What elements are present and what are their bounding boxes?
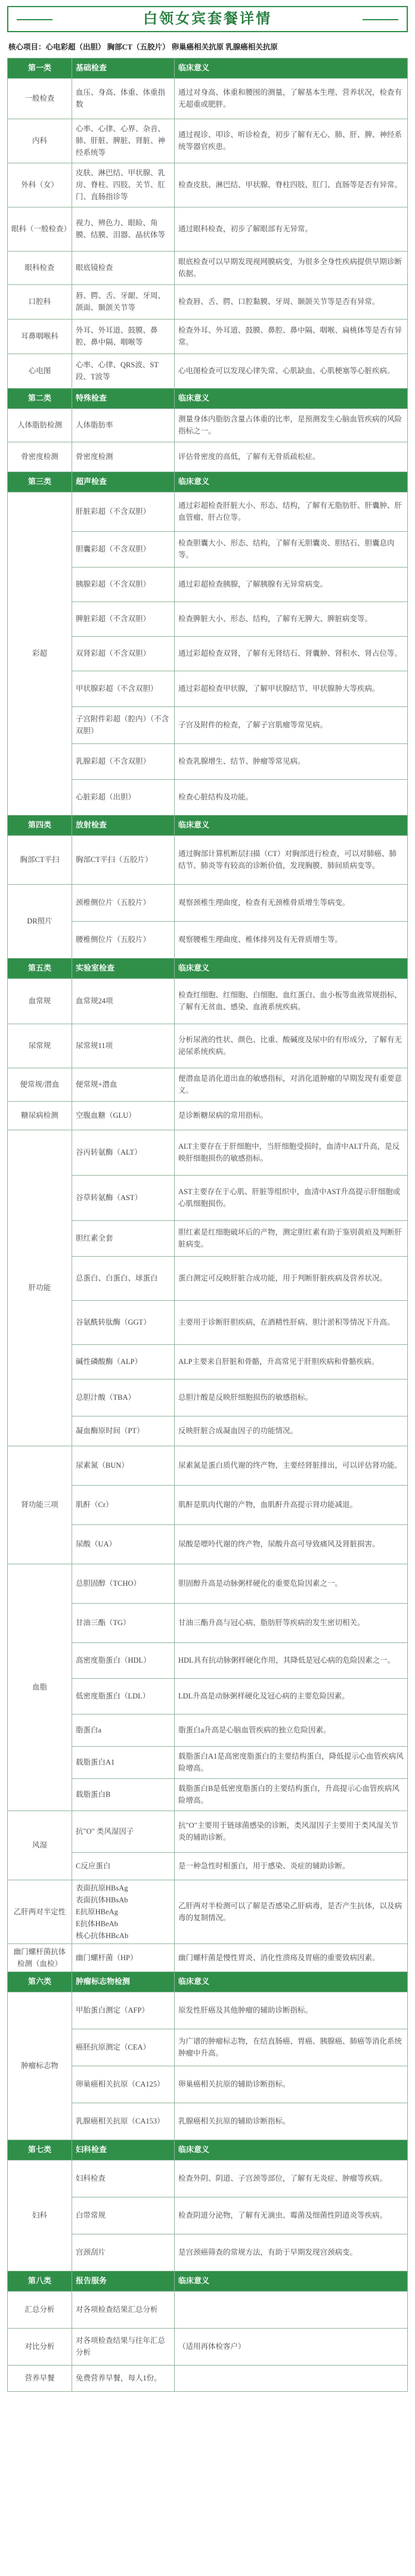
item-name: 总蛋白、白蛋白、球蛋白: [72, 1256, 175, 1300]
item-meaning: 测量身体内脂肪含量占体重的比率，是预测发生心脑血管疾病的风险指标之一。: [175, 408, 408, 442]
item-meaning: 检查胆囊大小、形态、结构，了解有无胆囊炎、胆结石、胆囊息肉等。: [175, 531, 408, 567]
item-name: 脂蛋白a: [72, 1714, 175, 1746]
item-category: 汇总分析: [8, 2291, 72, 2328]
item-meaning: 评估骨密度的高低，了解有无骨质疏松症。: [175, 442, 408, 472]
item-name: 谷丙转氨酶（ALT）: [72, 1130, 175, 1175]
item-category: 内科: [8, 119, 72, 163]
table-row: [8, 442, 408, 472]
item-meaning: 是宫颈癌筛查的常规方法，有助于早期发现宫颈病变。: [175, 2234, 408, 2271]
item-name: 高密度脂蛋白（HDL）: [72, 1642, 175, 1678]
item-meaning: 抗"O"主要用于链球菌感染的诊断，类风湿因子主要用于类风湿关节炎的辅助诊断。: [175, 1811, 408, 1852]
table-row: [8, 2160, 408, 2197]
section-category: 第二类: [8, 388, 72, 408]
section-category: 第五类: [8, 958, 72, 978]
table-row: [8, 1564, 408, 1603]
item-name: 骨密度检测: [72, 442, 175, 472]
item-meaning: 脂蛋白a升高是心脑血管疾病的独立危险因素。: [175, 1714, 408, 1746]
item-name: 皮肤、淋巴结、甲状腺、乳房、脊柱、四肢、关节、肛门、直肠指诊等: [72, 163, 175, 207]
item-name: 载脂蛋白B: [72, 1778, 175, 1811]
item-name: 胰腺彩超（不含双胆）: [72, 567, 175, 602]
item-name: 甲状腺彩超（不含双胆）: [72, 671, 175, 706]
item-meaning: AST主要存在于心肌、肝脏等组织中，血清中AST升高提示肝细胞或心肌细胞损伤。: [175, 1175, 408, 1220]
item-meaning: 是诊断糖尿病的常用指标。: [175, 1101, 408, 1130]
item-meaning: 是一种急性时相蛋白，用于感染、炎症的辅助诊断。: [175, 1852, 408, 1880]
item-category: 眼科检查: [8, 251, 72, 284]
item-category: 风湿: [8, 1811, 72, 1880]
core-items-text: 核心项目：心电彩超（出胆） 胸部CT（五胶片） 卵巢癌相关抗原 乳腺癌相关抗原: [8, 43, 278, 51]
item-meaning: 通过彩超检查肝脏大小、形态、结构，了解有无脂肪肝、肝囊肿、肝血管瘤、肝占位等。: [175, 492, 408, 531]
item-meaning: 卵巢癌相关抗原的辅助诊断指标。: [175, 2066, 408, 2103]
item-meaning: ALT主要存在于肝细胞中，当肝细胞受损时，血清中ALT升高，是反映肝细胞损伤的敏感指标。: [175, 1130, 408, 1175]
item-name: 表面抗原HBsAg 表面抗体HBsAb E抗原HBeAg E抗体HBeAb 核心抗体HBcAb: [72, 1880, 175, 1943]
item-name: 肌酐（Cr）: [72, 1485, 175, 1524]
item-meaning: 检查阴道分泌物，了解有无滴虫、霉菌及细菌性阴道炎等疾病。: [175, 2197, 408, 2234]
item-category: 外科（女）: [8, 163, 72, 207]
item-name: 谷氨酰转肽酶（GGT）: [72, 1300, 175, 1344]
item-meaning: 为广谱的肿瘤标志物，在结直肠癌、胃癌、胰腺癌、肺癌等消化系统肿瘤中升高。: [175, 2029, 408, 2066]
item-meaning: 反映肝脏合成凝血因子的功能情况。: [175, 1416, 408, 1446]
item-meaning: 子宫及附件的检查，了解子宫肌瘤等常见病。: [175, 706, 408, 743]
item-name: 甲胎蛋白测定（AFP）: [72, 1992, 175, 2029]
item-category: 肾功能三项: [8, 1446, 72, 1564]
section-meaning-header: 临床意义: [175, 388, 408, 408]
table-row: [8, 119, 408, 163]
package-table: [7, 58, 408, 2392]
table-row: [8, 163, 408, 207]
table-row: [8, 284, 408, 319]
item-name: 眼底镜检查: [72, 251, 175, 284]
section-header: [8, 472, 408, 492]
table-row: [8, 1880, 408, 1943]
table-row: [8, 1068, 408, 1101]
item-name: 视力、辨色力、眼睑、角膜、结膜、泪器、晶状体等: [72, 207, 175, 251]
section-name: 基础检查: [72, 58, 175, 78]
item-name: 低密度脂蛋白（LDL）: [72, 1678, 175, 1714]
item-category: 肿瘤标志物: [8, 1992, 72, 2140]
item-name: 妇科检查: [72, 2160, 175, 2197]
item-name: 幽门螺杆菌（HP）: [72, 1943, 175, 1971]
item-meaning: 检查乳腺增生、结节、肿瘤等常见病。: [175, 743, 408, 779]
item-meaning: （适用再体检客户）: [175, 2328, 408, 2365]
item-name: 抗"O" 类风湿因子: [72, 1811, 175, 1852]
item-meaning: HDL具有抗动脉粥样硬化作用，其降低是冠心病的危险因素之一。: [175, 1642, 408, 1678]
item-meaning: 尿素氮是蛋白质代谢的终产物，主要经肾脏排出，可以评估肾功能。: [175, 1446, 408, 1485]
item-category: 彩超: [8, 492, 72, 815]
item-meaning: 肌酐是肌肉代谢的产物，血肌酐升高提示肾功能减退。: [175, 1485, 408, 1524]
section-meaning-header: 临床意义: [175, 2140, 408, 2160]
table-row: [8, 354, 408, 388]
item-name: 胆囊彩超（不含双胆）: [72, 531, 175, 567]
item-name: 癌胚抗原测定（CEA）: [72, 2029, 175, 2066]
item-name: 总胆固醇（TCHO）: [72, 1564, 175, 1603]
table-row: [8, 2328, 408, 2365]
table-row: [8, 78, 408, 119]
item-meaning: 通过彩超检查胰腺，了解胰腺有无异常病变。: [175, 567, 408, 602]
item-meaning: 通过彩超检查双肾，了解有无肾结石、肾囊肿、肾积水、肾占位等。: [175, 636, 408, 671]
item-meaning: [175, 2365, 408, 2391]
table-row: [8, 1943, 408, 1971]
item-meaning: 检查心脏结构及功能。: [175, 779, 408, 815]
item-name: 颈椎侧位片（五胶片）: [72, 884, 175, 921]
item-meaning: 观察腰椎生理曲度、椎体排列及有无骨质增生等。: [175, 921, 408, 958]
section-meaning-header: 临床意义: [175, 1971, 408, 1992]
item-name: 便常规+潜血: [72, 1068, 175, 1101]
item-meaning: 观察颈椎生理曲度，检查有无颈椎骨质增生等病变。: [175, 884, 408, 921]
table-row: [8, 1811, 408, 1852]
table-row: [8, 1992, 408, 2029]
item-name: 尿酸（UA）: [72, 1524, 175, 1564]
section-header: [8, 815, 408, 835]
section-meaning-header: 临床意义: [175, 58, 408, 78]
item-meaning: 便潜血是消化道出血的敏感指标，对消化道肿瘤的早期发现有重要意义。: [175, 1068, 408, 1101]
section-header: [8, 388, 408, 408]
section-meaning-header: 临床意义: [175, 472, 408, 492]
section-name: 放射检查: [72, 815, 175, 835]
item-name: 心率、心律、心界、杂音、肺、肝脏、脾脏、肾脏、神经系统等: [72, 119, 175, 163]
item-name: 唇、腭、舌、牙龈、牙周、颌面、颞颌关节等: [72, 284, 175, 319]
item-category: 心电图: [8, 354, 72, 388]
item-category: 幽门螺杆菌抗体检测（血检）: [8, 1943, 72, 1971]
item-category: 骨密度检测: [8, 442, 72, 472]
section-meaning-header: 临床意义: [175, 815, 408, 835]
item-meaning: 通过对身高、体重和腰围的测量，了解基本生理、营养状况，检查有无超重或肥胖。: [175, 78, 408, 119]
item-meaning: [175, 2291, 408, 2328]
item-meaning: 载脂蛋白B是低密度脂蛋白的主要结构蛋白，升高提示心血管疾病风险增高。: [175, 1778, 408, 1811]
item-category: 对比分析: [8, 2328, 72, 2365]
table-row: [8, 408, 408, 442]
item-meaning: 主要用于诊断肝胆疾病，在酒精性肝病、胆汁淤积等情况下升高。: [175, 1300, 408, 1344]
item-name: 对各项检查结果汇总分析: [72, 2291, 175, 2328]
section-category: 第八类: [8, 2271, 72, 2291]
section-name: 超声检查: [72, 472, 175, 492]
item-name: 卵巢癌相关抗原（CA125）: [72, 2066, 175, 2103]
section-meaning-header: 临床意义: [175, 2271, 408, 2291]
item-name: 胸部CT平扫（五胶片）: [72, 835, 175, 884]
table-row: [8, 251, 408, 284]
item-meaning: 检查外耳、外耳道、鼓膜、鼻腔、鼻中隔、咽喉、扁桃体等是否有异常。: [175, 319, 408, 354]
item-name: 脾脏彩超（不含双胆）: [72, 602, 175, 636]
item-name: 心率、心律、QRS波、ST段、T波等: [72, 354, 175, 388]
item-meaning: 载脂蛋白A1是高密度脂蛋白的主要结构蛋白，降低提示心血管疾病风险增高。: [175, 1746, 408, 1778]
item-name: 胆红素全套: [72, 1220, 175, 1256]
table-row: [8, 1024, 408, 1068]
table-row: [8, 884, 408, 921]
item-meaning: 检查红细胞、红细胞、白细胞、血红蛋白、血小板等血液常规指标，了解有无贫血、感染、血液系统疾病。: [175, 978, 408, 1024]
item-category: 眼科（一般检查）: [8, 207, 72, 251]
item-name: 心脏彩超（出胆）: [72, 779, 175, 815]
section-category: 第一类: [8, 58, 72, 78]
item-name: C反应蛋白: [72, 1852, 175, 1880]
item-name: 血压、身高、体重、体重指数: [72, 78, 175, 119]
item-meaning: 检查外阴、阴道、子宫颈等部位，了解有无炎症、肿瘤等疾病。: [175, 2160, 408, 2197]
section-category: 第四类: [8, 815, 72, 835]
section-category: 第七类: [8, 2140, 72, 2160]
item-name: 外耳、外耳道、鼓膜、鼻腔、鼻中隔、咽喉等: [72, 319, 175, 354]
table-row: [8, 207, 408, 251]
item-meaning: 眼底检查可以早期发现视网膜病变，为很多全身性疾病提供早期诊断依据。: [175, 251, 408, 284]
table-row: [8, 2365, 408, 2391]
item-meaning: 胆固醇升高是动脉粥样硬化的重要危险因素之一。: [175, 1564, 408, 1603]
table-row: [8, 319, 408, 354]
item-meaning: 原发性肝癌及其他肿瘤的辅助诊断指标。: [175, 1992, 408, 2029]
item-name: 人体脂肪率: [72, 408, 175, 442]
item-meaning: 尿酸是嘌呤代谢的终产物，尿酸升高可导致痛风及肾脏损害。: [175, 1524, 408, 1564]
item-category: 乙肝两对半定性: [8, 1880, 72, 1943]
section-header: [8, 58, 408, 78]
section-meaning-header: 临床意义: [175, 958, 408, 978]
item-category: 人体脂肪检测: [8, 408, 72, 442]
item-name: 白带常规: [72, 2197, 175, 2234]
section-header: [8, 958, 408, 978]
section-name: 妇科检查: [72, 2140, 175, 2160]
title-banner: [7, 6, 408, 32]
item-category: DR照片: [8, 884, 72, 958]
table-row: [8, 2291, 408, 2328]
section-header: [8, 1971, 408, 1992]
item-category: 口腔科: [8, 284, 72, 319]
item-name: 总胆汁酸（TBA）: [72, 1379, 175, 1416]
item-name: 肝脏彩超（不含双胆）: [72, 492, 175, 531]
item-category: 血脂: [8, 1564, 72, 1811]
section-header: [8, 2271, 408, 2291]
item-name: 乳腺癌相关抗原（CA153）: [72, 2103, 175, 2140]
item-meaning: 乙肝两对半检测可以了解是否感染乙肝病毒，是否产生抗体，以及病毒的复制情况。: [175, 1880, 408, 1943]
item-meaning: 通过胸部计算机断层扫描（CT）对胸部进行检查，可以对肺癌、肺结节、肺炎等有较高的诊断价值，发现胸膜、肺间质病变等。: [175, 835, 408, 884]
item-category: 耳鼻咽喉科: [8, 319, 72, 354]
item-meaning: 甘油三酯升高与冠心病、脂肪肝等疾病的发生密切相关。: [175, 1603, 408, 1642]
item-name: 载脂蛋白A1: [72, 1746, 175, 1778]
item-category: 便常规/潜血: [8, 1068, 72, 1101]
item-category: 胸部CT平扫: [8, 835, 72, 884]
item-meaning: 通过眼科检查，初步了解眼部有无异常。: [175, 207, 408, 251]
item-meaning: 分析尿液的性状、颜色、比重、酸碱度及尿中的有形成分，了解有无泌尿系统疾病。: [175, 1024, 408, 1068]
item-name: 双肾彩超（不含双胆）: [72, 636, 175, 671]
item-name: 对各项检查结果与往年汇总分析: [72, 2328, 175, 2365]
item-category: 营养早餐: [8, 2365, 72, 2391]
table-row: [8, 978, 408, 1024]
item-category: 肝功能: [8, 1130, 72, 1446]
section-category: 第三类: [8, 472, 72, 492]
page-title: 白领女宾套餐详情: [143, 11, 272, 27]
item-name: 免费营养早餐，每人1份。: [72, 2365, 175, 2391]
section-name: 肿瘤标志物检测: [72, 1971, 175, 1992]
item-category: 糖尿病检测: [8, 1101, 72, 1130]
section-name: 实验室检查: [72, 958, 175, 978]
item-category: 血常规: [8, 978, 72, 1024]
item-name: 凝血酶原时间（PT）: [72, 1416, 175, 1446]
table-row: [8, 835, 408, 884]
item-meaning: LDL升高是动脉粥样硬化及冠心病的主要危险因素。: [175, 1678, 408, 1714]
item-meaning: 胆红素是红细胞破坏后的产物，测定胆红素有助于鉴别黄疸及判断肝脏病变。: [175, 1220, 408, 1256]
item-meaning: ALP主要来自肝脏和骨骼，升高常见于肝胆疾病和骨骼疾病。: [175, 1344, 408, 1379]
item-name: 乳腺彩超（不含双胆）: [72, 743, 175, 779]
item-name: 宫颈刮片: [72, 2234, 175, 2271]
table-row: [8, 1101, 408, 1130]
section-name: 报告服务: [72, 2271, 175, 2291]
section-header: [8, 2140, 408, 2160]
section-category: 第六类: [8, 1971, 72, 1992]
item-meaning: 心电图检查可以发现心律失常、心肌缺血、心肌梗塞等心脏疾病。: [175, 354, 408, 388]
item-meaning: 检查脾脏大小、形态、结构，了解有无脾大、脾脏病变等。: [175, 602, 408, 636]
table-row: [8, 1130, 408, 1175]
item-meaning: 总胆汁酸是反映肝细胞损伤的敏感指标。: [175, 1379, 408, 1416]
item-category: 一般检查: [8, 78, 72, 119]
item-category: 尿常规: [8, 1024, 72, 1068]
item-meaning: 检查皮肤、淋巴结、甲状腺、脊柱四肢、肛门、直肠等是否有异常。: [175, 163, 408, 207]
item-name: 尿常规11项: [72, 1024, 175, 1068]
item-meaning: 通过彩超检查甲状腺，了解甲状腺结节、甲状腺肿大等疾病。: [175, 671, 408, 706]
table-row: [8, 492, 408, 531]
item-name: 尿素氮（BUN）: [72, 1446, 175, 1485]
item-meaning: 通过视诊、叩诊、听诊检查，初步了解有无心、肺、肝、脾、神经系统等器官疾患。: [175, 119, 408, 163]
item-name: 谷草转氨酶（AST）: [72, 1175, 175, 1220]
item-category: 妇科: [8, 2160, 72, 2271]
item-name: 血常规24项: [72, 978, 175, 1024]
item-name: 甘油三酯（TG）: [72, 1603, 175, 1642]
item-meaning: 幽门螺杆菌是慢性胃炎、消化性溃疡及胃癌的重要致病因素。: [175, 1943, 408, 1971]
item-meaning: 蛋白测定可反映肝脏合成功能，用于判断肝脏疾病及营养状况。: [175, 1256, 408, 1300]
item-meaning: 检查唇、舌、腭、口腔黏膜、牙周、颞颌关节等是否有异常。: [175, 284, 408, 319]
table-row: [8, 1446, 408, 1485]
item-name: 空腹血糖（GLU）: [72, 1101, 175, 1130]
item-name: 碱性磷酸酶（ALP）: [72, 1344, 175, 1379]
item-name: 腰椎侧位片（五胶片）: [72, 921, 175, 958]
item-name: 子宫附件彩超（腔内）（不含双胆）: [72, 706, 175, 743]
item-meaning: 乳腺癌相关抗原的辅助诊断指标。: [175, 2103, 408, 2140]
section-name: 特殊检查: [72, 388, 175, 408]
